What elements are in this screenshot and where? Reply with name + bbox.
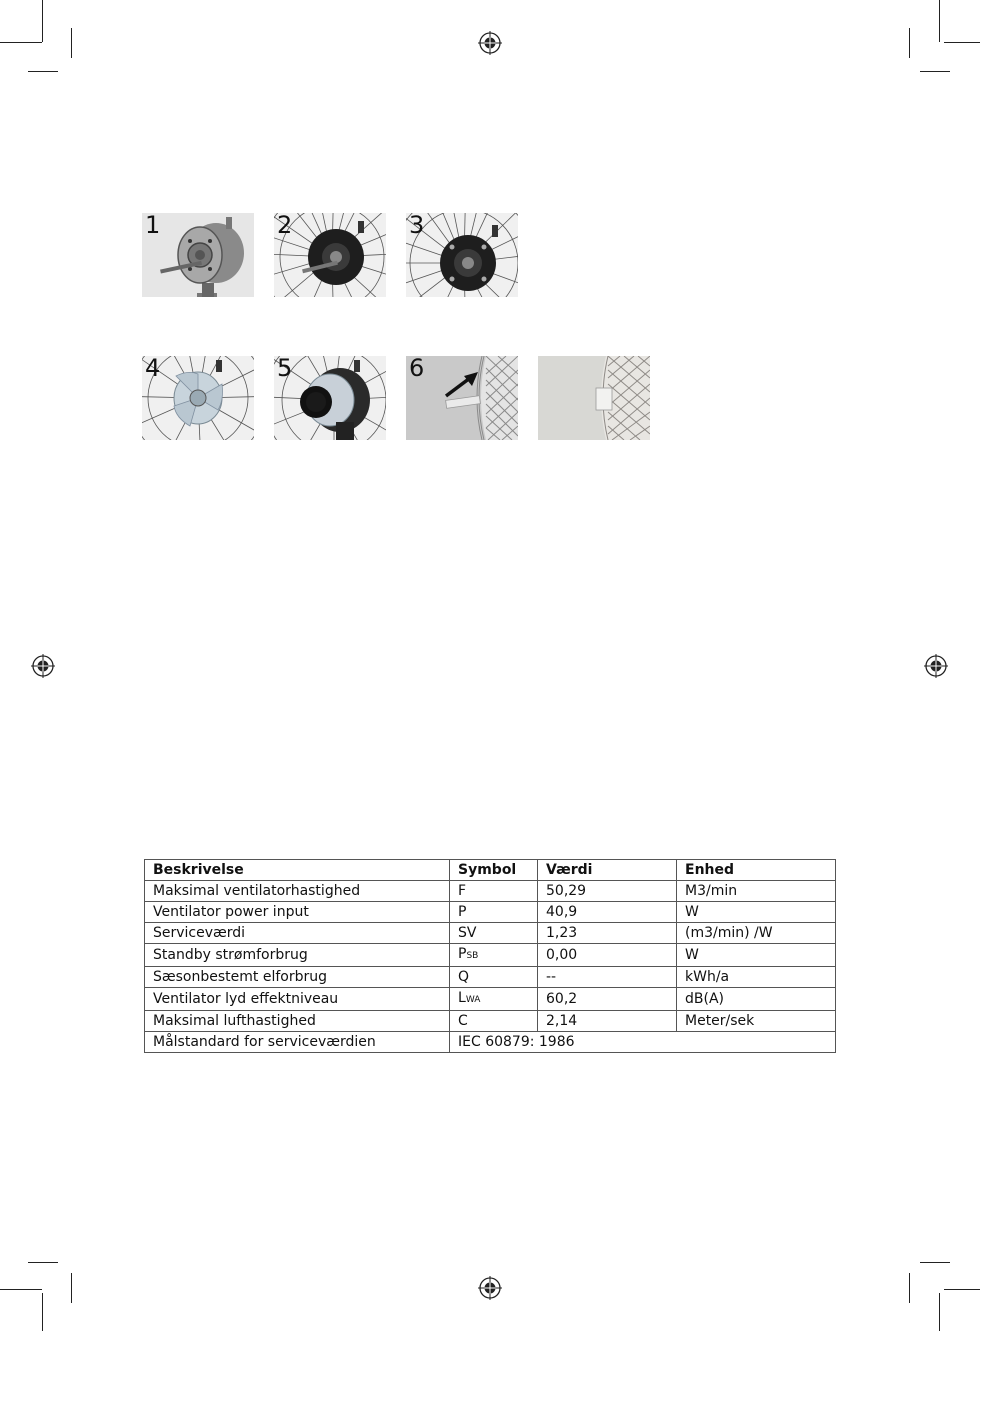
symbol-main: L xyxy=(458,990,466,1006)
cell-symbol: F xyxy=(450,881,538,902)
table-row xyxy=(145,988,836,1011)
step-photo-2 xyxy=(274,213,386,297)
cell-unit: W xyxy=(677,902,836,923)
cell-description: Serviceværdi xyxy=(145,923,450,944)
step-photo-6 xyxy=(406,356,518,440)
cell-description: Målstandard for serviceværdien xyxy=(145,1032,450,1053)
cell-unit: Meter/sek xyxy=(677,1011,836,1032)
cell-value: 50,29 xyxy=(538,881,677,902)
table-row xyxy=(145,944,836,967)
column-header: Værdi xyxy=(538,860,677,881)
table-row xyxy=(145,923,836,944)
table-row xyxy=(145,967,836,988)
step-number: 2 xyxy=(277,213,293,239)
table-row xyxy=(145,902,836,923)
table-row xyxy=(145,1011,836,1032)
cell-unit: kWh/a xyxy=(677,967,836,988)
registration-mark-icon xyxy=(31,654,55,678)
cell-description: Sæsonbestemt elforbrug xyxy=(145,967,450,988)
table-footer-row xyxy=(145,1032,836,1053)
symbol-subscript: WA xyxy=(465,995,481,1005)
symbol-main: P xyxy=(458,946,467,962)
cell-symbol: Q xyxy=(450,967,538,988)
cell-value: 0,00 xyxy=(538,944,677,967)
registration-mark-icon xyxy=(924,654,948,678)
table-header-row xyxy=(145,860,836,881)
cell-symbol: SV xyxy=(450,923,538,944)
registration-mark-icon xyxy=(478,1276,502,1300)
cell-symbol xyxy=(450,988,538,1011)
column-header: Enhed xyxy=(677,860,836,881)
step-photo-7 xyxy=(538,356,650,440)
column-header: Beskrivelse xyxy=(145,860,450,881)
column-header: Symbol xyxy=(450,860,538,881)
cell-description: Ventilator lyd effektniveau xyxy=(145,988,450,1011)
step-number: 4 xyxy=(145,356,161,382)
cell-value: 2,14 xyxy=(538,1011,677,1032)
cell-symbol: P xyxy=(450,902,538,923)
cell-unit: (m3/min) /W xyxy=(677,923,836,944)
specification-table xyxy=(144,859,836,1053)
cell-standard: IEC 60879: 1986 xyxy=(450,1032,836,1053)
cell-unit: W xyxy=(677,944,836,967)
step-photo-1 xyxy=(142,213,254,297)
cell-symbol xyxy=(450,944,538,967)
cell-symbol: C xyxy=(450,1011,538,1032)
step-number: 1 xyxy=(145,213,161,239)
cell-description: Standby strømforbrug xyxy=(145,944,450,967)
step-photo-3 xyxy=(406,213,518,297)
cell-description: Maksimal ventilatorhastighed xyxy=(145,881,450,902)
cell-value: 40,9 xyxy=(538,902,677,923)
cell-value: -- xyxy=(538,967,677,988)
symbol-subscript: SB xyxy=(466,951,479,961)
step-number: 3 xyxy=(409,213,425,239)
cell-description: Maksimal lufthastighed xyxy=(145,1011,450,1032)
registration-mark-icon xyxy=(478,31,502,55)
step-photo-5 xyxy=(274,356,386,440)
step-number: 6 xyxy=(409,356,425,382)
table-row xyxy=(145,881,836,902)
cell-value: 1,23 xyxy=(538,923,677,944)
cell-value: 60,2 xyxy=(538,988,677,1011)
cell-unit: M3/min xyxy=(677,881,836,902)
cell-unit: dB(A) xyxy=(677,988,836,1011)
step-photo-4 xyxy=(142,356,254,440)
cell-description: Ventilator power input xyxy=(145,902,450,923)
step-number: 5 xyxy=(277,356,293,382)
